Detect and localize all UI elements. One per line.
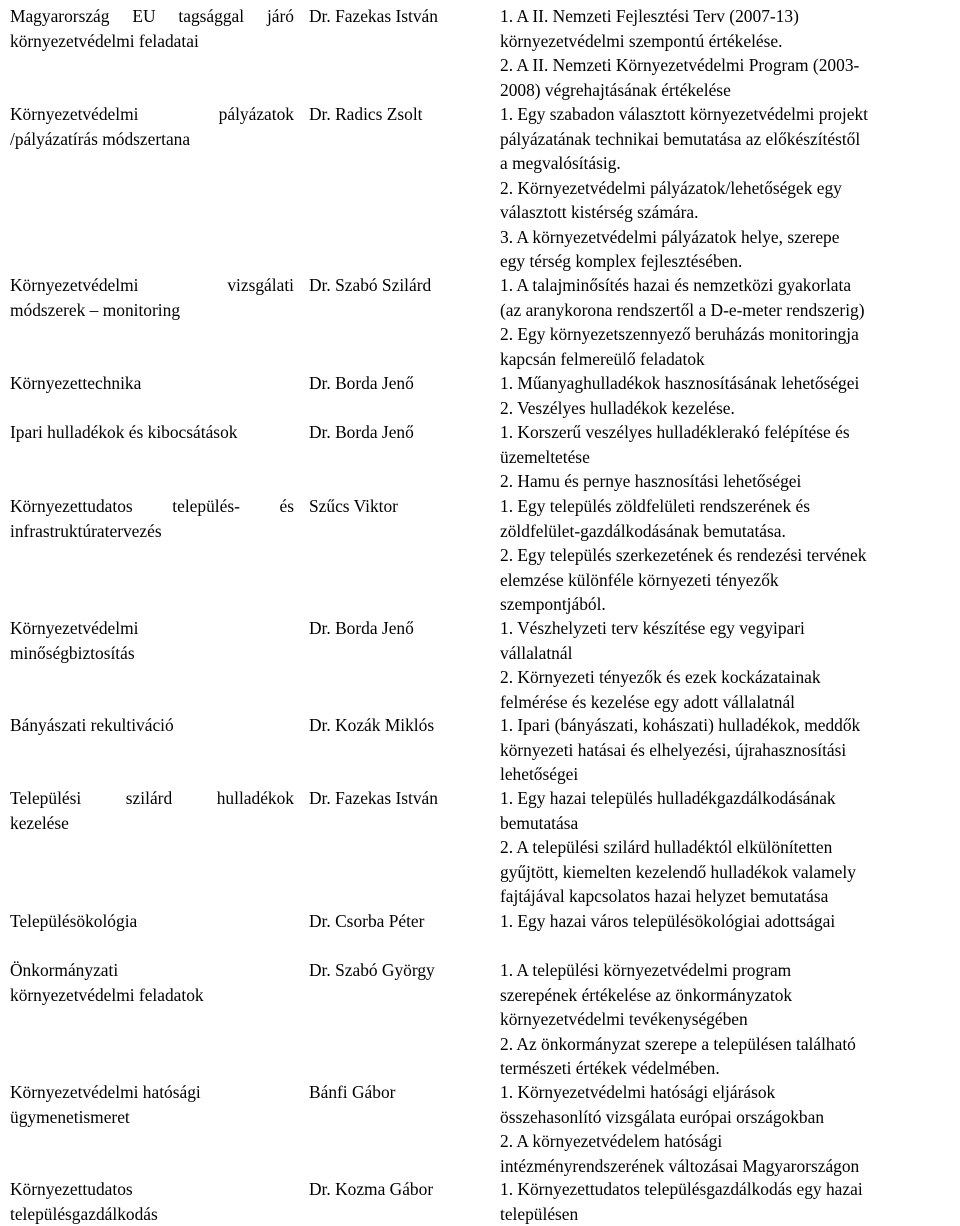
- topic-line: Környezetvédelmi hatósági: [10, 1082, 201, 1102]
- theme-line: 2. A települési szilárd hulladéktól elkülönítetten: [500, 837, 833, 857]
- theme-line: 1. Egy szabadon választott környezetvédelmi projekt: [500, 104, 868, 124]
- topic-line: kezelése: [10, 812, 69, 833]
- row-1-themes: [500, 102, 942, 274]
- theme-line: fajtájával kapcsolatos hazai helyzet bemutatása: [500, 886, 829, 906]
- theme-line: 1. Műanyaghulladékok hasznosításának lehetőségei: [500, 373, 860, 393]
- row-5-supervisor: Szűcs Viktor: [309, 496, 398, 516]
- topic-line: Környezettudatos település- és: [10, 496, 294, 516]
- theme-line: (az aranykorona rendszertől a D-e-meter rendszerig): [500, 299, 865, 320]
- topic-line: környezetvédelmi feladatai: [10, 30, 199, 51]
- row-1-supervisor: Dr. Radics Zsolt: [309, 104, 423, 124]
- row-9-topic: Településökológia: [10, 911, 138, 931]
- topic-line: Települési szilárd hulladékok: [10, 788, 294, 808]
- theme-line: bemutatása: [500, 812, 579, 833]
- topic-line: /pályázatírás módszertana: [10, 128, 191, 149]
- topic-line: Környezetvédelmi pályázatok: [10, 104, 294, 124]
- row-8-themes: [500, 786, 942, 909]
- row-3-topic: Környezettechnika: [10, 373, 142, 393]
- topic-line: Környezettudatos: [10, 1179, 133, 1199]
- row-1-topic: [10, 102, 294, 151]
- theme-line: a megvalósításig.: [500, 153, 621, 173]
- row-11-topic: [10, 1080, 294, 1129]
- topic-line: Környezetvédelmi vizsgálati: [10, 275, 294, 295]
- theme-line: 3. A környezetvédelmi pályázatok helye, szerepe: [500, 226, 840, 247]
- theme-line: 1. Egy település zöldfelületi rendszerének és: [500, 496, 811, 516]
- row-3-themes: [500, 371, 942, 420]
- row-6-themes: [500, 616, 942, 714]
- row-4-themes: [500, 420, 942, 494]
- theme-line: természeti értékek védelmében.: [500, 1058, 720, 1078]
- theme-line: pályázatának technikai bemutatása az előkészítéstől: [500, 128, 861, 149]
- topic-line: minőségbiztosítás: [10, 642, 135, 663]
- row-6-topic: [10, 616, 294, 665]
- theme-line: 2008) végrehajtásának értékelése: [500, 79, 731, 100]
- theme-line: 1. Egy hazai település hulladékgazdálkodásának: [500, 788, 836, 808]
- theme-line: üzemeltetése: [500, 446, 590, 467]
- row-10-supervisor: Dr. Szabó György: [309, 960, 435, 980]
- theme-line: gyűjtött, kiemelten kezelendő hulladékok valamely: [500, 861, 856, 882]
- row-7-supervisor: Dr. Kozák Miklós: [309, 715, 435, 735]
- row-10-themes: [500, 958, 942, 1081]
- theme-line: 2. Környezeti tényezők és ezek kockázatainak: [500, 667, 821, 687]
- topic-line: Önkormányzati: [10, 960, 119, 980]
- topic-line: Környezetvédelmi: [10, 618, 139, 638]
- row-8-topic: [10, 786, 294, 835]
- row-8-supervisor: Dr. Fazekas István: [309, 788, 438, 808]
- theme-line: elemzése különféle környezeti tényezők: [500, 569, 779, 590]
- topic-line: településgazdálkodás: [10, 1203, 158, 1224]
- theme-line: településen: [500, 1203, 579, 1224]
- row-6-supervisor: Dr. Borda Jenő: [309, 618, 414, 638]
- theme-line: környezetvédelmi szempontú értékelése.: [500, 30, 783, 51]
- row-2-supervisor: Dr. Szabó Szilárd: [309, 275, 432, 295]
- row-7-topic: [10, 713, 294, 738]
- row-7-themes: [500, 713, 942, 787]
- theme-line: 1. A II. Nemzeti Fejlesztési Terv (2007-13): [500, 6, 799, 26]
- theme-line: zöldfelület-gazdálkodásának bemutatása.: [500, 520, 786, 541]
- row-5-topic: [10, 494, 294, 543]
- theme-line: 2. Egy környezetszennyező beruházás monitoringja: [500, 324, 859, 344]
- theme-line: szempontjából.: [500, 594, 606, 614]
- row-5-themes: [500, 494, 942, 617]
- theme-line: szerepének értékelése az önkormányzatok: [500, 984, 793, 1005]
- theme-line: 1. Vészhelyzeti terv készítése egy vegyipari: [500, 618, 805, 638]
- theme-line: 1. Korszerű veszélyes hulladéklerakó felépítése és: [500, 422, 850, 442]
- row-11-supervisor: Bánfi Gábor: [309, 1082, 396, 1102]
- row-3-supervisor: Dr. Borda Jenő: [309, 373, 414, 393]
- theme-line: intézményrendszerének változásai Magyarországon: [500, 1155, 860, 1176]
- row-2-themes: [500, 273, 942, 371]
- theme-line: 1. A települési környezetvédelmi program: [500, 960, 792, 980]
- theme-line: 1. Egy hazai város településökológiai adottságai: [500, 911, 836, 931]
- theme-line: vállalatnál: [500, 642, 573, 663]
- theme-line: 1. Környezetvédelmi hatósági eljárások: [500, 1082, 776, 1102]
- row-4-topic: Ipari hulladékok és kibocsátások: [10, 422, 238, 442]
- theme-line: 2. A környezetvédelem hatósági: [500, 1131, 723, 1151]
- row-11-themes: [500, 1080, 942, 1178]
- topic-line: módszerek – monitoring: [10, 299, 181, 320]
- theme-line: környezeti hatásai és elhelyezési, újrahasznosítási: [500, 739, 847, 760]
- row-10-topic: [10, 958, 294, 1007]
- row-9-themes: [500, 909, 942, 934]
- theme-line: 2. A II. Nemzeti Környezetvédelmi Program (2003-: [500, 55, 860, 75]
- topic-line: Magyarország EU tagsággal járó: [10, 6, 294, 26]
- theme-line: lehetőségei: [500, 764, 579, 784]
- row-4-supervisor: Dr. Borda Jenő: [309, 422, 414, 442]
- row-9-supervisor: Dr. Csorba Péter: [309, 911, 425, 931]
- theme-line: 1. A talajminősítés hazai és nemzetközi gyakorlata: [500, 275, 852, 295]
- theme-line: összehasonlító vizsgálata európai országokban: [500, 1106, 825, 1127]
- row-12-topic: [10, 1177, 294, 1226]
- row-12-themes: [500, 1177, 942, 1226]
- theme-line: 2. Hamu és pernye hasznosítási lehetőségei: [500, 471, 802, 491]
- theme-line: 1. Ipari (bányászati, kohászati) hulladékok, meddők: [500, 715, 861, 735]
- row-0-topic: [10, 4, 294, 53]
- theme-line: környezetvédelmi tevékenységében: [500, 1009, 748, 1029]
- theme-line: kapcsán felmereülő feladatok: [500, 348, 705, 369]
- row-0-supervisor: Dr. Fazekas István: [309, 6, 438, 26]
- topic-line: Bányászati rekultiváció: [10, 715, 174, 735]
- row-0-themes: [500, 4, 942, 102]
- row-2-topic: [10, 273, 294, 322]
- topic-line: ügymenetismeret: [10, 1106, 130, 1127]
- row-12-supervisor: Dr. Kozma Gábor: [309, 1179, 434, 1199]
- theme-line: választott kistérség számára.: [500, 202, 699, 222]
- theme-line: felmérése és kezelése egy adott vállalatnál: [500, 691, 796, 712]
- theme-line: 2. Környezetvédelmi pályázatok/lehetőségek egy: [500, 177, 842, 198]
- theme-line: 2. Az önkormányzat szerepe a településen található: [500, 1033, 856, 1054]
- topic-line: környezetvédelmi feladatok: [10, 984, 204, 1005]
- theme-line: 2. Veszélyes hulladékok kezelése.: [500, 397, 735, 418]
- theme-line: 1. Környezettudatos településgazdálkodás egy hazai: [500, 1179, 863, 1199]
- theme-line: egy térség komplex fejlesztésében.: [500, 251, 743, 271]
- theme-line: 2. Egy település szerkezetének és rendezési tervének: [500, 545, 867, 565]
- topic-line: infrastruktúratervezés: [10, 520, 162, 541]
